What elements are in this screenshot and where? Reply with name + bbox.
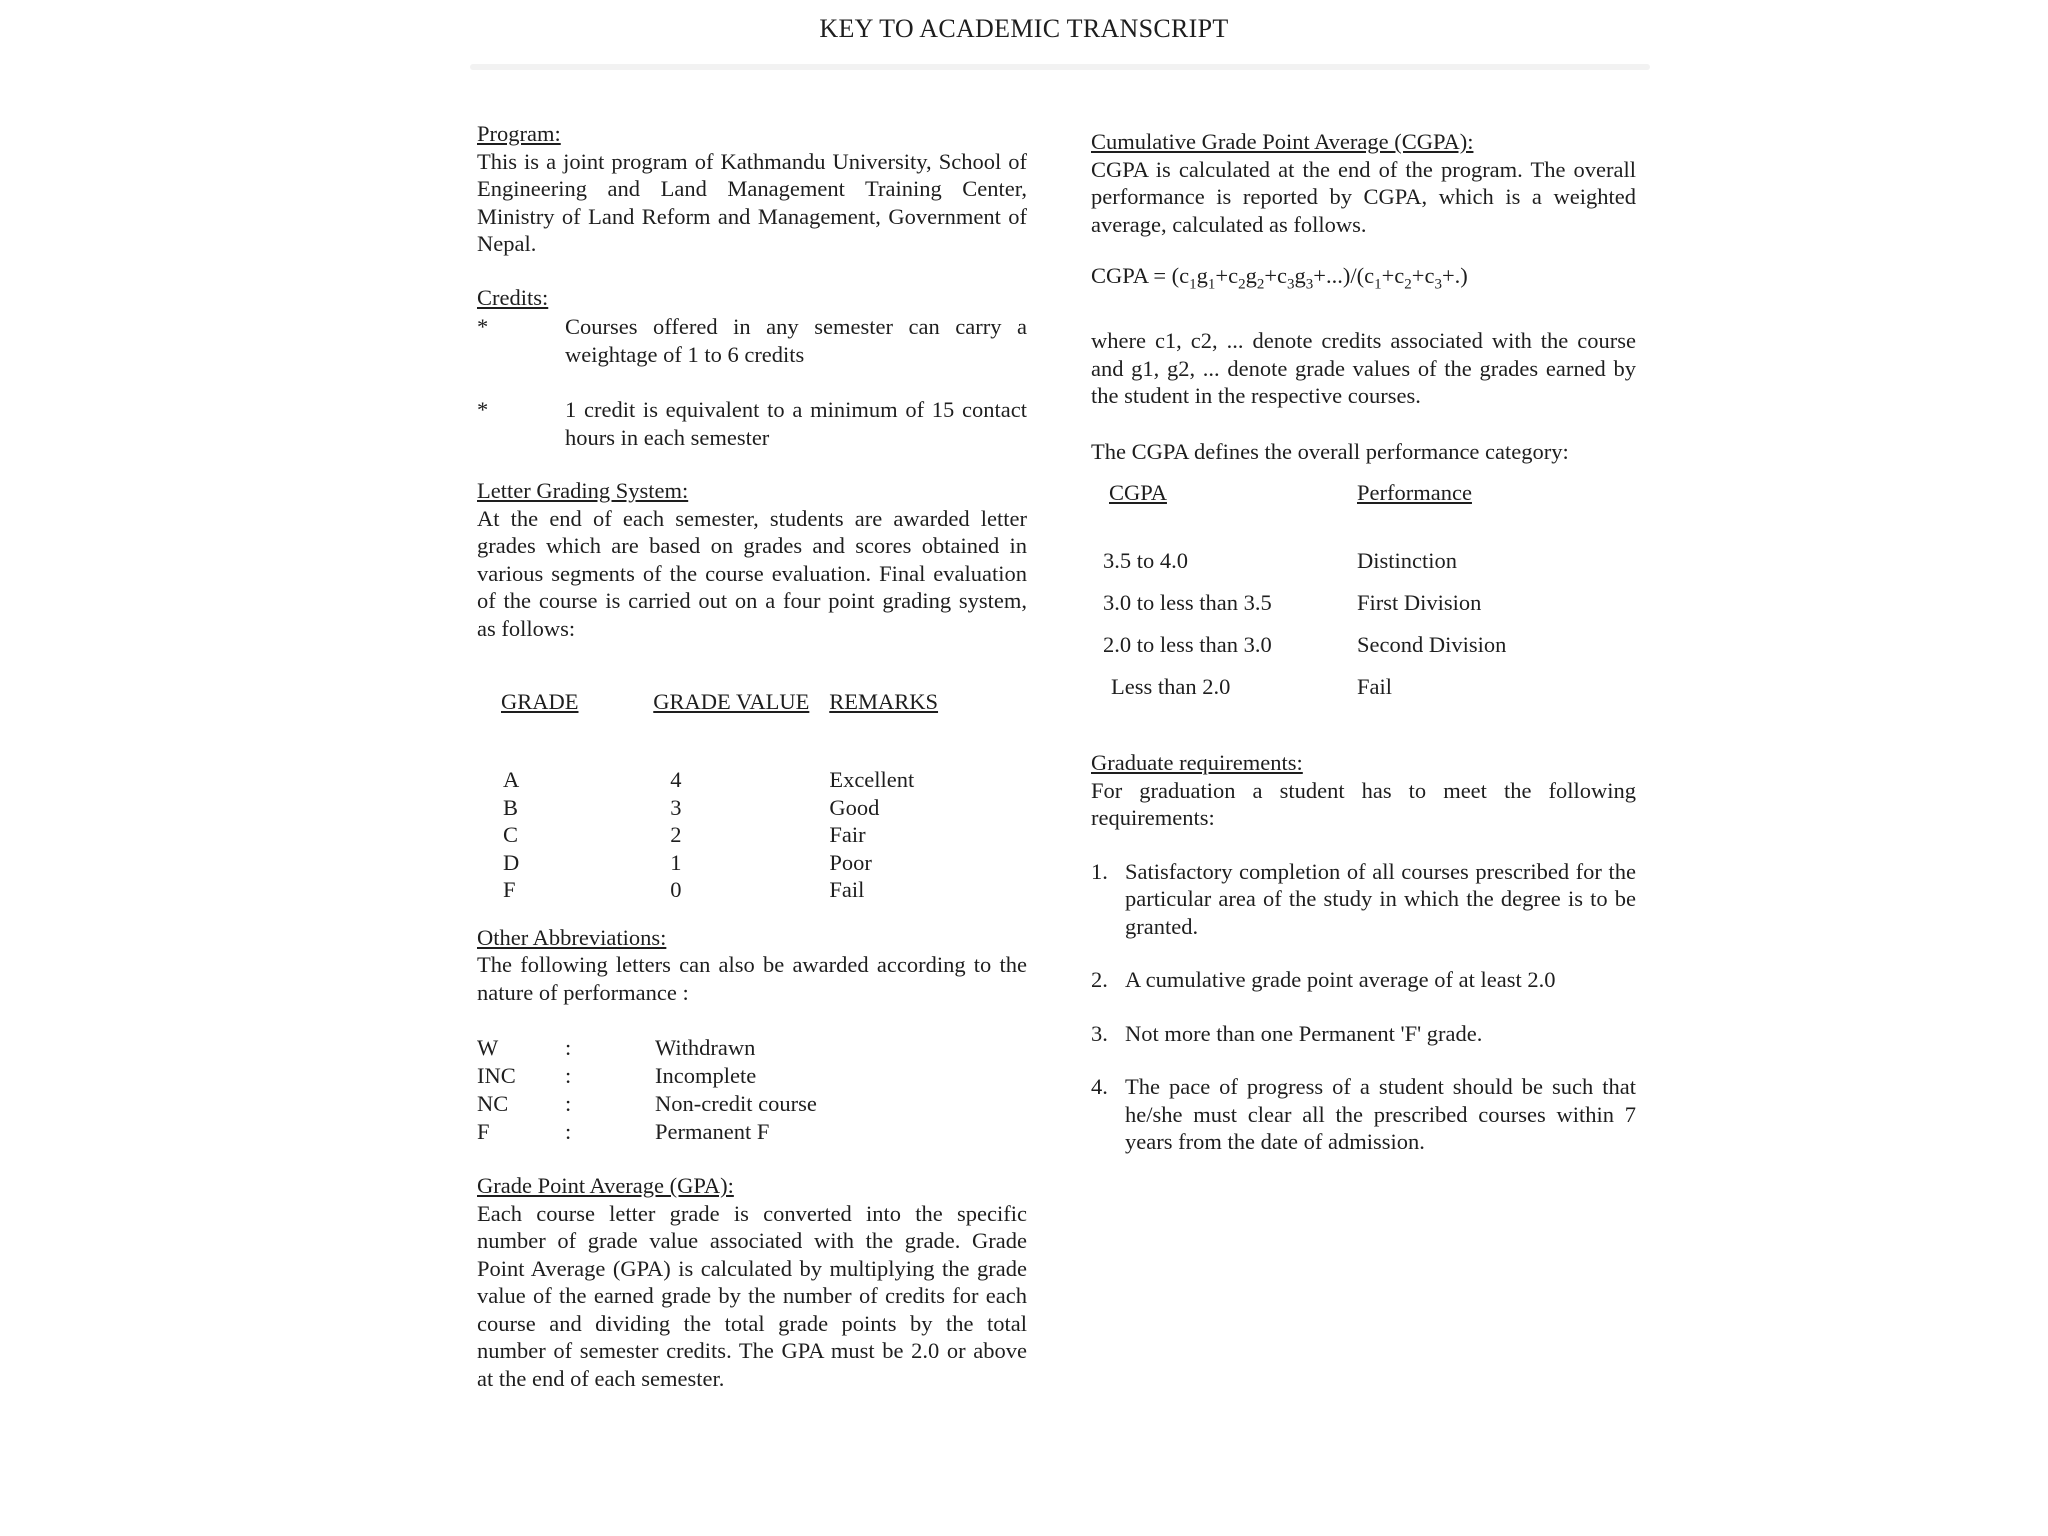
performance-cell: First Division bbox=[1357, 590, 1482, 615]
performance-column-header: Performance bbox=[1357, 480, 1472, 505]
cgpa-range-cell: 3.5 to 4.0 bbox=[1103, 548, 1189, 573]
remark-cell: Poor bbox=[829, 849, 872, 875]
letter-grading-section bbox=[477, 477, 1027, 904]
credits-section bbox=[477, 284, 1027, 452]
grade-cell: C bbox=[503, 822, 519, 847]
list-item bbox=[477, 1062, 1027, 1090]
cgpa-range-cell: 3.0 to less than 3.5 bbox=[1103, 590, 1272, 615]
gpa-text: Each course letter grade is converted into the specific number of grade value associated with the grade. Grade Point Average (GPA) is calculated by multiplying the grade value of the earned grade by the number of credits for each course and dividing the total grade points by the total number of semester credits. The GPA must be 2.0 or above at the end of each semester. bbox=[477, 1200, 1027, 1391]
grade-value-column-header: GRADE VALUE bbox=[653, 689, 810, 714]
letter-grading-text: At the end of each semester, students are awarded letter grades which are based on grades and scores obtained in various segments of the course evaluation. Final evaluation of the course is carried out on a four point grading system, as follows: bbox=[477, 505, 1027, 641]
list-item bbox=[1091, 1073, 1636, 1156]
list-item bbox=[477, 1090, 1027, 1118]
grade-table bbox=[501, 688, 1027, 904]
left-column bbox=[477, 120, 1027, 1418]
abbreviation-list bbox=[477, 1034, 1027, 1146]
remark-cell: Excellent bbox=[829, 767, 915, 792]
other-abbreviations-heading: Other Abbreviations: bbox=[477, 924, 667, 950]
bullet-star: * bbox=[477, 314, 489, 339]
abbreviation: W bbox=[477, 1035, 499, 1060]
requirement-text: A cumulative grade point average of at least 2.0 bbox=[1125, 967, 1556, 992]
graduate-requirements-heading: Graduate requirements: bbox=[1091, 750, 1303, 775]
grade-column-header: GRADE bbox=[501, 689, 579, 714]
abbreviation: F bbox=[477, 1119, 490, 1144]
abbreviation: INC bbox=[477, 1063, 516, 1088]
table-row bbox=[1103, 631, 1636, 673]
separator: : bbox=[565, 1063, 572, 1088]
list-item bbox=[477, 1034, 1027, 1062]
program-heading: Program: bbox=[477, 121, 561, 146]
cgpa-column-header: CGPA bbox=[1109, 480, 1167, 505]
credits-bullet bbox=[477, 396, 1027, 451]
table-row bbox=[1103, 589, 1636, 631]
requirement-text: Satisfactory completion of all courses prescribed for the particular area of the study in which the degree is to be granted. bbox=[1125, 858, 1636, 939]
requirements-list bbox=[1091, 858, 1636, 1156]
graduate-requirements-section bbox=[1091, 749, 1636, 1156]
cgpa-range-cell: 2.0 to less than 3.0 bbox=[1103, 632, 1272, 657]
credits-heading: Credits: bbox=[477, 284, 549, 310]
credits-bullet bbox=[477, 313, 1027, 368]
grade-value-cell: 0 bbox=[670, 877, 682, 902]
list-item bbox=[1091, 858, 1636, 941]
remarks-column-header: REMARKS bbox=[829, 689, 939, 714]
right-column bbox=[1091, 128, 1636, 1182]
credits-bullet-text: 1 credit is equivalent to a minimum of 15 contact hours in each semester bbox=[565, 397, 1027, 450]
cgpa-explanation: where c1, c2, ... denote credits associated with the course and g1, g2, ... denote grade values of the grades earned by the student in the respective courses. bbox=[1091, 328, 1636, 408]
abbreviation-meaning: Withdrawn bbox=[655, 1035, 756, 1060]
abbreviation: NC bbox=[477, 1091, 509, 1116]
table-row bbox=[1103, 547, 1636, 589]
other-abbreviations-text: The following letters can also be awarded according to the nature of performance : bbox=[477, 952, 1027, 1005]
cgpa-formula: CGPA = $(c_1g_1+c_2g_2+c_3g_3+...)/(c_1+c_2+c_3+.)$ bbox=[1091, 263, 1468, 293]
cgpa-table-header bbox=[1109, 479, 1636, 547]
list-item bbox=[1091, 1020, 1636, 1048]
requirement-text: Not more than one Permanent 'F' grade. bbox=[1125, 1020, 1483, 1046]
performance-cell: Distinction bbox=[1357, 548, 1457, 573]
program-section bbox=[477, 120, 1027, 258]
other-abbreviations-section bbox=[477, 924, 1027, 1147]
list-item bbox=[1091, 966, 1636, 994]
table-row bbox=[501, 876, 1027, 904]
grade-cell: B bbox=[503, 794, 519, 820]
requirement-number: 2. bbox=[1091, 967, 1108, 992]
grade-table-header bbox=[501, 688, 1027, 766]
remark-cell: Fail bbox=[829, 877, 865, 902]
grade-value-cell: 2 bbox=[670, 822, 682, 847]
separator: : bbox=[565, 1091, 572, 1116]
table-row bbox=[501, 821, 1027, 849]
cgpa-category-intro: The CGPA defines the overall performance category: bbox=[1091, 438, 1569, 464]
list-item bbox=[477, 1118, 1027, 1146]
credits-bullet-text: Courses offered in any semester can carry a weightage of 1 to 6 credits bbox=[565, 314, 1027, 367]
cgpa-range-cell: Less than 2.0 bbox=[1111, 674, 1231, 699]
gpa-heading: Grade Point Average (GPA): bbox=[477, 1173, 734, 1198]
requirement-number: 1. bbox=[1091, 858, 1108, 884]
grade-value-cell: 3 bbox=[670, 794, 682, 820]
program-text: This is a joint program of Kathmandu University, School of Engineering and Land Management Training Center, Ministry of Land Reform and Management, Government of Nepal. bbox=[477, 148, 1027, 256]
performance-cell: Fail bbox=[1357, 674, 1393, 699]
requirement-number: 3. bbox=[1091, 1020, 1108, 1046]
separator: : bbox=[565, 1035, 572, 1060]
grade-value-cell: 4 bbox=[670, 767, 682, 792]
abbreviation-meaning: Non-credit course bbox=[655, 1091, 817, 1116]
table-row bbox=[501, 849, 1027, 877]
cgpa-formula-label: CGPA = bbox=[1091, 263, 1172, 288]
table-row bbox=[1103, 673, 1636, 715]
bullet-star: * bbox=[477, 397, 489, 422]
remark-cell: Fair bbox=[829, 822, 866, 847]
grade-cell: A bbox=[503, 767, 520, 792]
table-row bbox=[501, 794, 1027, 822]
gpa-section bbox=[477, 1172, 1027, 1392]
cgpa-heading: Cumulative Grade Point Average (CGPA): bbox=[1091, 129, 1474, 154]
page-title: KEY TO ACADEMIC TRANSCRIPT bbox=[819, 14, 1229, 43]
table-row bbox=[501, 766, 1027, 794]
grade-cell: F bbox=[503, 877, 516, 902]
cgpa-text: CGPA is calculated at the end of the program. The overall performance is reported by CGPA, which is a weighted average, calculated as follows. bbox=[1091, 156, 1636, 237]
abbreviation-meaning: Permanent F bbox=[655, 1119, 770, 1144]
grade-cell: D bbox=[503, 849, 520, 875]
requirement-number: 4. bbox=[1091, 1074, 1108, 1099]
requirement-text: The pace of progress of a student should be such that he/she must clear all the prescribed courses within 7 years from the date of admission. bbox=[1125, 1074, 1636, 1154]
letter-grading-heading: Letter Grading System: bbox=[477, 478, 689, 503]
performance-cell: Second Division bbox=[1357, 632, 1507, 657]
grade-value-cell: 1 bbox=[670, 849, 682, 875]
remark-cell: Good bbox=[829, 794, 880, 820]
separator: : bbox=[565, 1119, 572, 1144]
scan-shadow bbox=[470, 64, 1650, 70]
abbreviation-meaning: Incomplete bbox=[655, 1063, 757, 1088]
graduate-requirements-text: For graduation a student has to meet the following requirements: bbox=[1091, 777, 1636, 830]
cgpa-section bbox=[1091, 128, 1636, 715]
